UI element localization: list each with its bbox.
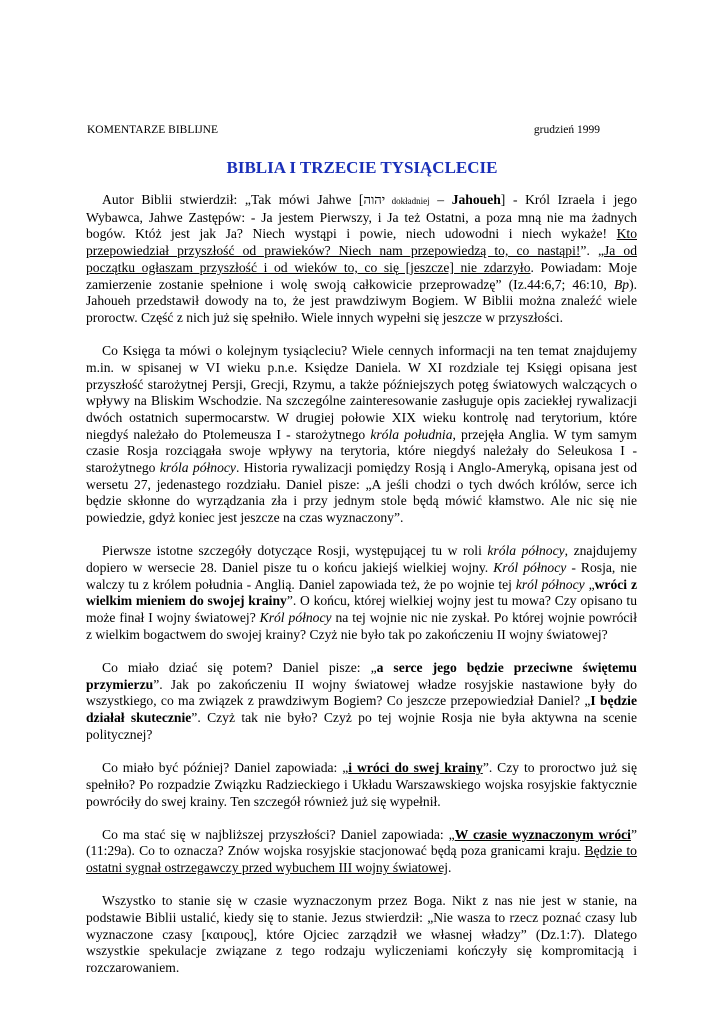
- text: . Historia rywalizacji pomiędzy Rosją i Anglo-Ameryką, opisana jest od wersetu 27, jedenastego rozdziału. Daniel pisze: „A jeśli chodzi o tych dwóch królów, serce ich będzie skłonne do wyrządzania zła i przy jednym stole będą mówić kłamstwo. Ale nic się nie powiedzie, gdyż koniec jest jeszcze na czas wyznaczony”.: [86, 460, 638, 526]
- text: Co ma stać się w najbliższej przyszłości? Daniel zapowiada: „: [102, 826, 455, 842]
- text: Co miało być później? Daniel zapowiada: „: [102, 760, 349, 776]
- text: Co Księga ta mówi o kolejnym tysiącleciu? Wiele cennych informacji na ten temat znajdujemy m.in. w spisanej w VI wieku p.n.e. Księdze Daniela. W XI rozdziale tej Księgi opisana jest przyszłość starożytnej Persji, Grecji, Rzymu, a także późniejszych potęg światowych walczących o wpływy na Bliskim Wschodzie. Na szczególne zainteresowanie zasługuje opis zaciekłej rywalizacji dwóch ostatnich supermocarstw. W drugiej połowie XIX wieku kontrolę nad terytorium, które niegdyś należało do Ptolemeusza I - starożytnego: [86, 343, 637, 442]
- header-date: grudzień 1999: [533, 124, 600, 136]
- italic-term: króla północy: [487, 543, 565, 559]
- paragraph-7: [86, 893, 637, 977]
- text: ”. Czy to proroctwo już się spełniło? Po rozpadzie Związku Radzieckiego i Układu Warszawskiego wojska rosyjskie faktycznie powróciły do swej krainy. Ten szczegół również już się wypełnił.: [86, 760, 637, 809]
- italic-term: Król północy: [259, 610, 332, 626]
- text: –: [429, 192, 452, 207]
- hebrew-name: יהוה: [363, 193, 386, 208]
- text: Co miało dziać się potem? Daniel pisze: „: [102, 660, 377, 676]
- paragraph-2: [86, 343, 637, 527]
- paragraph-1: [86, 192, 637, 327]
- text: Autor Biblii stwierdził: „Tak mówi Jahwe [: [102, 192, 364, 207]
- paragraph-4: [86, 660, 637, 744]
- italic-term: Król północy: [493, 560, 567, 576]
- text: Pierwsze istotne szczegóły dotyczące Rosji, występującej tu w roli: [102, 543, 488, 559]
- underlined-sentence: Będzie to ostatni sygnał ostrzegawczy przed wybuchem III wojny światowej: [86, 843, 637, 876]
- bold-underlined-quote: W czasie wyznaczonym wróci: [454, 826, 631, 842]
- bold-quote: wróci z wielkim mieniem do swojej krainy: [86, 576, 638, 609]
- italic-ref: Bp: [613, 276, 630, 292]
- text: , przejęła Anglia. W tym samym czasie Rosja rozciągała swoje wpływy na terytoria, które niegdyś należały do Seleukosa I - starożytnego: [86, 426, 637, 476]
- paragraph-5: [86, 760, 637, 810]
- text: ”. O końcu, której wielkiej wojny jest tu mowa? Czy opisano tu może finał I wojny światowej?: [86, 593, 637, 626]
- bold-name: Jahoueh: [451, 192, 501, 207]
- italic-term: króla północy: [159, 460, 236, 476]
- text: . Powiadam: Moje zamierzenie zostanie spełnione i wolę swoją całkowicie przeprowadzę” (Iz.44:6,7; 46:10,: [86, 259, 637, 292]
- text: ). Jahoueh przedstawił dowody na to, że jest prawdziwym Bogiem. W Biblii można znaleźć wiele proroctw. Część z nich już się spełniło. Wiele innych wypełni się jeszcze w przyszłości.: [86, 276, 637, 325]
- paragraph-6: [86, 827, 637, 877]
- greek-word: καιρους: [206, 926, 250, 942]
- text: na tej wojnie nic nie zyskał. Po której wojnie powrócił z wielkim bogactwem do swojej krainy? Czyż nie było tak po zakończeniu II wojny światowej?: [86, 610, 637, 642]
- text: ], które Ojciec zarządził we własnej władzy” (Dz.1:7). Dlatego wszystkie spekulacje związane z tego rodzaju wyliczeniami kończyły się kompromitacją i rozczarowaniem.: [86, 926, 638, 976]
- bold-quote: a serce jego będzie przeciwne świętemu przymierzu: [86, 660, 637, 692]
- text: ] - Król Izraela i jego Wybawca, Jahwe Zastępów: - Ja jestem Pierwszy, i Ja też Ostatni, a poza mną nie ma żadnych bogów. Któż jest jak Ja? Niech wystąpi i powie, niech udowodni i niech wykaże!: [86, 192, 638, 242]
- text: , znajdujemy dopiero w wersecie 28. Daniel pisze tu o końcu jakiejś wielkiej wojny.: [86, 543, 638, 576]
- text: ”. „: [580, 243, 604, 259]
- text: - Rosja, nie walczy tu z królem południa - Anglią. Daniel zapowiada też, że po wojnie tej: [86, 560, 637, 592]
- text: ” (11:29a). Co to oznacza? Znów wojska rosyjskie stacjonować będą poza granicami kraju.: [86, 826, 637, 859]
- underlined-quote: Kto przepowiedział przyszłość od prawieków? Niech nam przepowiedzą to, co nastąpi!: [86, 226, 637, 259]
- text: Wszystko to stanie się w czasie wyznaczonym przez Boga. Nikt z nas nie jest w stanie, na podstawie Biblii ustalić, kiedy się to stanie. Jezus stwierdził: „Nie wasza to rzecz poznać czasy lub wyznaczone czasy [: [86, 893, 637, 942]
- bold-quote: I będzie działał skutecznie: [86, 693, 637, 726]
- small-note: dokładniej: [385, 196, 430, 206]
- underlined-quote: Ja od początku ogłaszam przyszłość i od wieków to, co się [jeszcze] nie zdarzyło: [86, 243, 637, 275]
- italic-term: króla południa: [370, 426, 453, 442]
- text: .: [448, 860, 452, 876]
- text: ”. Czyż tak nie było? Czyż po tej wojnie Rosja nie była aktywna na scenie politycznej?: [86, 710, 638, 742]
- text: ”. Jak po zakończeniu II wojny światowej władze rosyjskie nastawione były do wszystkiego, co ma związek z prawdziwym Bogiem? Co jeszcze przepowiedział Daniel? „: [86, 676, 637, 709]
- bold-underlined-quote: i wróci do swej krainy: [348, 760, 483, 776]
- italic-term: król północy: [515, 576, 585, 592]
- header-left: KOMENTARZE BIBLIJNE: [87, 124, 218, 136]
- article-body: [86, 192, 637, 993]
- page-title: BIBLIA I TRZECIE TYSIĄCLECIE: [226, 158, 498, 177]
- text: „: [584, 576, 595, 592]
- paragraph-3: [86, 543, 637, 643]
